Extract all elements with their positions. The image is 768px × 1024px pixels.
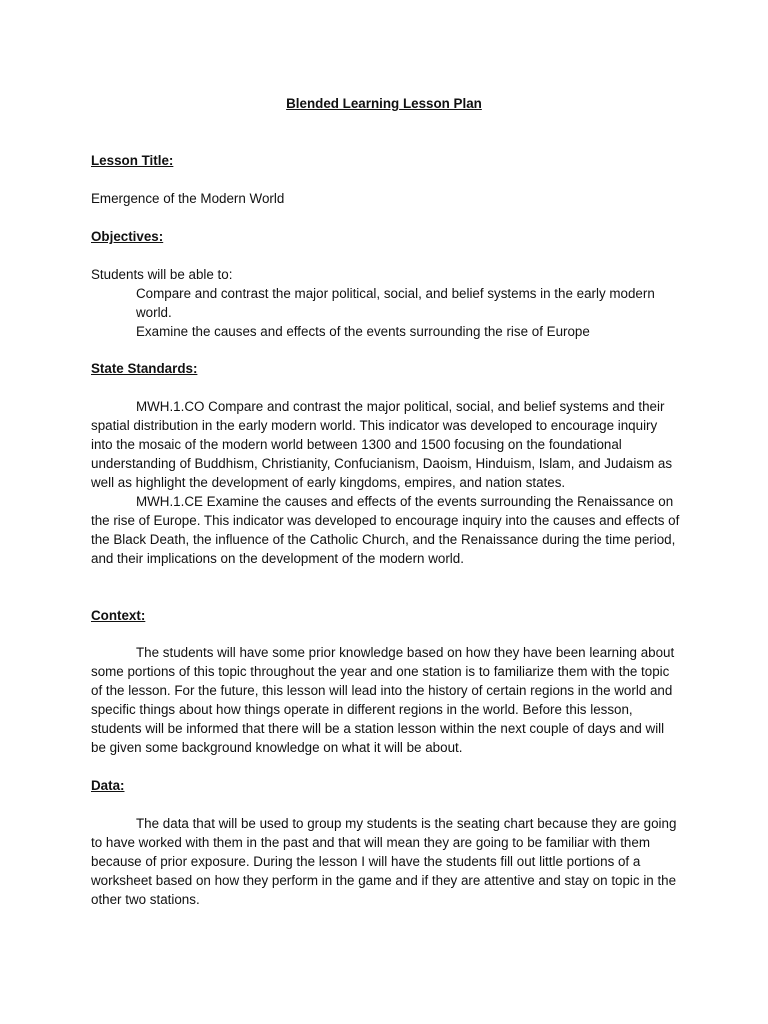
- context-heading: [91, 606, 681, 625]
- data-paragraph: The data that will be used to group my students is the seating chart because they are going to have worked with them in the past and that will mean they are going to be familiar with them because of prior exposure. During the lesson I will have the students fill out little portions of a worksheet based on how they perform in the game and if they are attentive and stay on topic in the other two stations.: [91, 816, 677, 907]
- standard-paragraph: MWH.1.CE Examine the causes and effects of the events surrounding the Renaissance on the rise of Europe. This indicator was developed to encourage inquiry into the causes and effects of the Black Death, the influence of the Catholic Church, and the Renaissance during the time period, and their implications on the development of the modern world.: [91, 494, 680, 566]
- lesson-title-heading: [91, 151, 681, 170]
- lesson-title-value: Emergence of the Modern World: [91, 191, 285, 206]
- state-standards-heading: [91, 359, 681, 378]
- standard-paragraph: MWH.1.CO Compare and contrast the major political, social, and belief systems and their spatial distribution in the early modern world. This indicator was developed to encourage inquiry into the mosaic of the modern world between 1300 and 1500 focusing on the foundational understanding of Buddhism, Christianity, Confucianism, Daoism, Hinduism, Islam, and Judaism as well as highlight the development of early kingdoms, empires, and nation states.: [91, 399, 673, 490]
- state-standards-heading-text: State Standards:: [91, 361, 198, 376]
- objectives-heading: [91, 227, 681, 246]
- data-heading-text: Data:: [91, 778, 125, 793]
- document-title: Blended Learning Lesson Plan: [286, 96, 482, 111]
- data-block: [91, 814, 681, 909]
- objective-item: Examine the causes and effects of the events surrounding the rise of Europe: [136, 324, 590, 339]
- state-standards-block: [91, 397, 681, 568]
- context-heading-text: Context:: [91, 608, 146, 623]
- context-paragraph: The students will have some prior knowledge based on how they have been learning about some portions of this topic throughout the year and one station is to familiarize them with the topic of the lesson. For the future, this lesson will lead into the history of certain regions in the world and specific things about how things operate in different regions in the world. Before this lesson, students will be informed that there will be a station lesson within the next couple of days and will be given some background knowledge on what it will be about.: [91, 645, 675, 755]
- data-heading: [91, 776, 681, 795]
- lesson-title-heading-text: Lesson Title:: [91, 153, 174, 168]
- objective-item: Compare and contrast the major political, social, and belief systems in the early modern world.: [136, 286, 655, 320]
- objectives-heading-text: Objectives:: [91, 229, 164, 244]
- context-block: [91, 643, 681, 757]
- objectives-intro: Students will be able to:: [91, 267, 233, 282]
- objectives-block: [91, 265, 681, 341]
